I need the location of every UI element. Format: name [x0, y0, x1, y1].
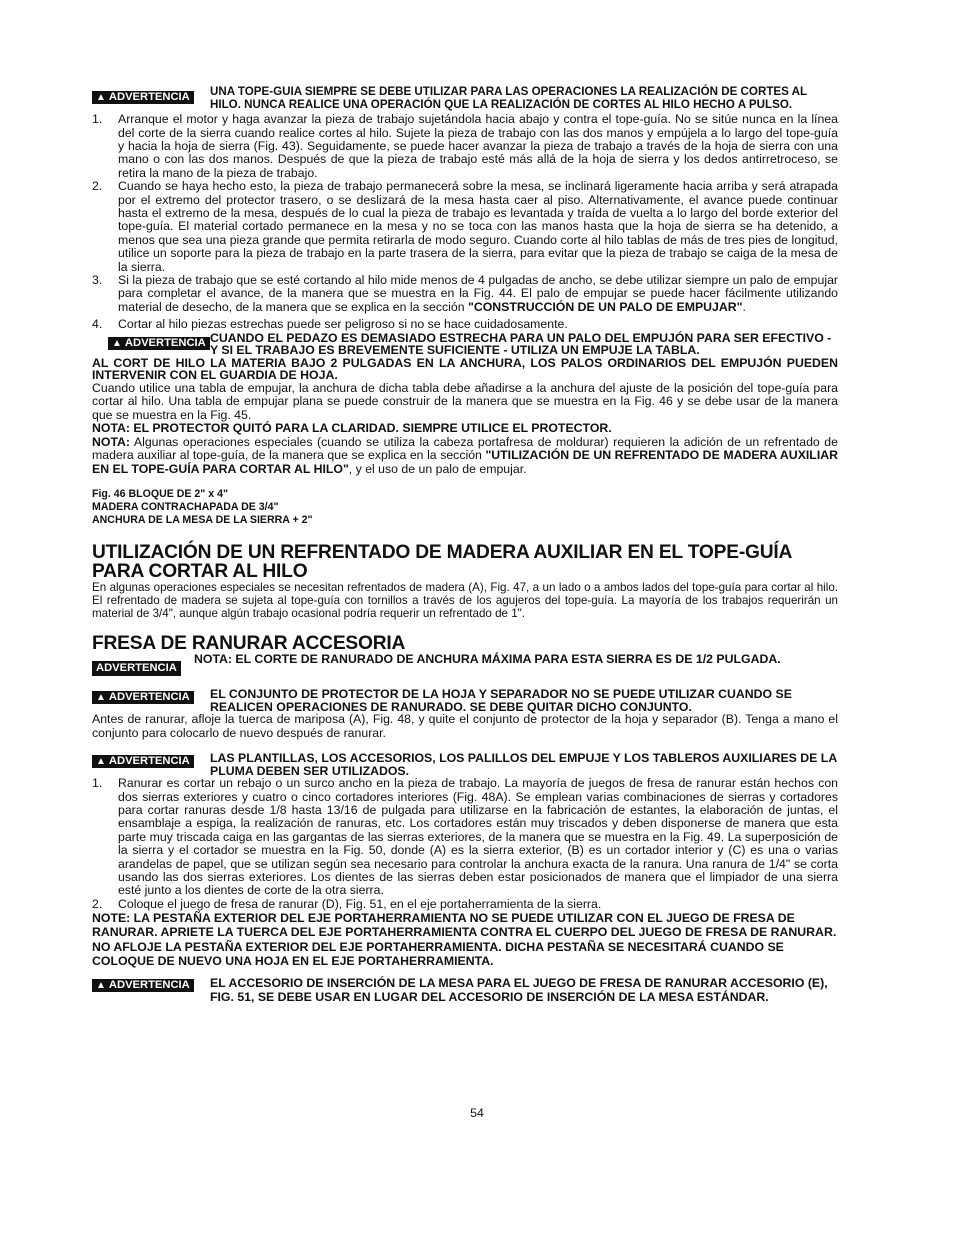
warning-text: EL CONJUNTO DE PROTECTOR DE LA HOJA Y SEPARADOR NO SE PUEDE UTILIZAR CUANDO SE REALICEN OPERACIONES DE RANURADO. SE DEBE QUITAR DICHO CONJUNTO. [210, 686, 792, 714]
warning-block-5 [92, 974, 838, 1004]
warning-text: UNA TOPE-GUIA SIEMPRE SE DEBE UTILIZAR PARA LAS OPERACIONES LA REALIZACIÓN DE CORTES AL HILO. NUNCA REALICE UNA OPERACIÓN QUE LA REALIZACIÓN DE CORTES AL HILO HECHO A PULSO. [210, 85, 807, 111]
warning-block-3 [92, 686, 838, 713]
list-item: 2. Coloque el juego de fresa de ranurar (D), Fig. 51, en el eje portaherramienta de la sierra. [92, 896, 602, 911]
warning-text: NOTA: EL CORTE DE RANURADO DE ANCHURA MÁXIMA PARA ESTA SIERRA ES DE 1/2 PULGADA. [194, 651, 781, 666]
warning-continuation: AL CORT DE HILO LA MATERIA BAJO 2 PULGADAS EN LA ANCHURA, LOS PALOS ORDINARIOS DEL EMPUJÓN PUEDEN INTERVENIR CON EL GUARDIA DE HOJA. [92, 355, 838, 383]
push-board-paragraph: Cuando utilice una tabla de empujar, la anchura de dicha tabla debe añadirse a la anchura del ajuste de la posición del tope-guía para cortar al hilo. Una tabla de empujar plana se puede construir de la manera que se muestra en la Fig. 46 y se debe usar de la manera que se muestra en la Fig. 45. [92, 381, 838, 422]
list-item: 4. Cortar al hilo piezas estrechas puede ser peligroso si no se hace cuidadosamente. [92, 317, 568, 332]
special-ops-note: NOTA: Algunas operaciones especiales (cuando se utiliza la cabeza portafresa de moldurar) requieren la adición de un refrentado de madera auxiliar al tope-guía, de la manera que se explica en la sección "UTILIZACIÓN DE UN REFRENTADO DE MADERA AUXILIAR EN EL TOPE-GUÍA PARA CORTAR AL HILO", y el uso de un palo de empujar. [92, 434, 838, 476]
warning-triangle-icon: ▲ [96, 691, 106, 703]
list-item: 3. Si la pieza de trabajo que se esté cortando al hilo mide menos de 4 pulgadas de ancho, se debe utilizar siempre un palo de empujar para completar el avance, de la manera que se muestra en la Fig. 44. El palo de empujar se puede hacer fácilmente utilizando material de desecho, de la manera que se explica en la sección "CONSTRUCCIÓN DE UN PALO DE EMPUJAR". [92, 273, 838, 314]
list-item: 1. Ranurar es cortar un rebajo o un surco ancho en la pieza de trabajo. La mayoría de juegos de fresa de ranurar están hechos con dos sierras exteriores y cuatro o cinco cortadores interiores (Fig. 48A). Se emplean varias combinaciones de sierras y cortadores para cortar ranuras desde 1/8 hasta 13/16 de pulgada para utilizarse en la fabricación de estantes, la elaboración de juntas, el ensamblaje a espiga, la realización de ranuras, etc. Los cortadores están muy triscados y deben disponerse de manera que esta parte muy triscada caiga en las gargantas de las sierras exteriores, de la manera que se muestra en la Fig. 49. La superposición de la sierra y el cortador se muestra en la Fig. 50, donde (A) es la sierra exterior, (B) es un cortador interior y (C) es una o varias arandelas de papel, que se utilizan según sea necesario para controlar la anchura exacta de la ranura. Una ranura de 1/4" se corta usando las dos sierras exteriores. Los dientes de las sierras deben estar posicionados de manera que el limpiador de una sierra esté junto a los dientes de corte de la otra sierra. [92, 776, 838, 898]
warning-badge: ▲ ADVERTENCIA [92, 91, 194, 104]
list-item: 2. Cuando se haya hecho esto, la pieza de trabajo permanecerá sobre la mesa, se inclinará ligeramente hacia arriba y será atrapada por el extremo del protector trasero, o se deslizará de la mesa hasta caer al piso. Alternativamente, el avance puede continuar hasta el extremo de la mesa, después de lo cual la pieza de trabajo es levantada y traída de vuelta a lo largo del borde exterior del tope-guía. El material cortado permanece en la mesa y no se toca con las manos hasta que la hoja de sierra se ha detenido, a menos que sea una pieza grande que permita retirarla de modo seguro. Cuando corte al hilo tablas de más de tres pies de longitud, utilice un soporte para la pieza de trabajo en la parte trasera de la sierra, para evitar que la pieza de trabajo se caiga de la mesa de la sierra. [92, 179, 838, 274]
warning-text: CUANDO EL PEDAZO ES DEMASIADO ESTRECHA PARA UN PALO DEL EMPUJÓN PARA SER EFECTIVO - Y SI EL TRABAJO ES BREVEMENTE SUFICIENTE - UTILIZA UN EMPUJE LA TABLA. [210, 330, 832, 358]
warning-block-2 [92, 332, 838, 357]
warning-badge: ▲ ADVERTENCIA [108, 337, 210, 350]
section-title-dado: FRESA DE RANURAR ACCESORIA [92, 632, 406, 654]
warning-badge: ▲ ADVERTENCIA [92, 979, 194, 992]
page-content [92, 86, 838, 1004]
warning-text: EL ACCESORIO DE INSERCIÓN DE LA MESA PARA EL JUEGO DE FRESA DE RANURAR ACCESORIO (E), FIG. 51, SE DEBE USAR EN LUGAR DEL ACCESORIO DE INSERCIÓN DE LA MESA ESTÁNDAR. [210, 975, 828, 1004]
page-number: 54 [470, 1106, 484, 1120]
arbor-flange-note: NOTE: LA PESTAÑA EXTERIOR DEL EJE PORTAHERRAMIENTA NO SE PUEDE UTILIZAR CON EL JUEGO DE FRESA DE RANURAR. APRIETE LA TUERCA DEL EJE PORTAHERRAMIENTA CONTRA EL CUERPO DEL JUEGO DE FRESA DE RANURAR. NO AFLOJE LA PESTAÑA EXTERIOR DEL EJE PORTAHERRAMIENTA. DICHA PESTAÑA SE NECESITARÁ CUANDO SE COLOQUE DE NUEVO UNA HOJA EN EL EJE PORTAHERRAMIENTA. [92, 911, 837, 968]
guard-note: NOTA: EL PROTECTOR QUITÓ PARA LA CLARIDAD. SIEMPRE UTILICE EL PROTECTOR. [92, 421, 612, 436]
rip-steps-list [92, 113, 838, 332]
dado-steps-list [92, 777, 838, 911]
warning-badge: ▲ ADVERTENCIA [92, 755, 194, 768]
list-item: 1. Arranque el motor y haga avanzar la pieza de trabajo sujetándola hacia abajo y contra el tope-guía. No se sitúe nunca en la línea del corte de la sierra cuando realice cortes al hilo. Sujete la pieza de trabajo con las dos manos y empújela a lo largo del tope-guía y hacia la hoja de sierra (Fig. 43). Seguidamente, se puede hacer avanzar la pieza de trabajo a través de la hoja de sierra con una mano o con las dos manos. Después de que la pieza de trabajo esté más allá de la hoja de sierra y los dedos antirretroceso, se retira la mano de la pieza de trabajo. [92, 112, 838, 180]
dado-remove-guard-paragraph: Antes de ranurar, afloje la tuerca de mariposa (A), Fig. 48, y quite el conjunto de protector de la hoja y separador (B). Tenga a mano el conjunto para colocarlo de nuevo después de ranurar. [92, 712, 838, 740]
auxiliary-facing-paragraph: En algunas operaciones especiales se necesitan refrentados de madera (A), Fig. 47, a un lado o a ambos lados del tope-guía para cortar al hilo. El refrentado de madera se sujeta al tope-guía con tornillos a través de los agujeros del tope-guía. La mayoría de los trabajos requerirán un material de 3/4", aunque algún trabajo ocasional podría requerir un refrentado de 1". [92, 580, 838, 620]
dado-note-warning [92, 653, 838, 676]
warning-block-1 [92, 86, 838, 111]
warning-triangle-icon: ▲ [96, 755, 106, 767]
warning-triangle-icon: ▲ [112, 337, 122, 349]
warning-triangle-icon: ▲ [96, 92, 106, 103]
warning-badge: ▲ ADVERTENCIA [92, 691, 194, 704]
warning-text: LAS PLANTILLAS, LOS ACCESORIOS, LOS PALILLOS DEL EMPUJE Y LOS TABLEROS AUXILIARES DE LA PLUMA DEBEN SER UTILIZADOS. [210, 750, 837, 778]
section-title-auxiliary-facing: UTILIZACIÓN DE UN REFRENTADO DE MADERA AUXILIAR EN EL TOPE-GUÍA PARA CORTAR AL HILO [92, 541, 792, 582]
warning-triangle-icon: ▲ [96, 979, 106, 991]
fig46-caption: Fig. 46 BLOQUE DE 2" x 4" MADERA CONTRACHAPADA DE 3/4" ANCHURA DE LA MESA DE LA SIERRA + 2" [92, 487, 313, 526]
warning-block-4 [92, 750, 838, 777]
warning-badge: ADVERTENCIA [92, 661, 181, 676]
